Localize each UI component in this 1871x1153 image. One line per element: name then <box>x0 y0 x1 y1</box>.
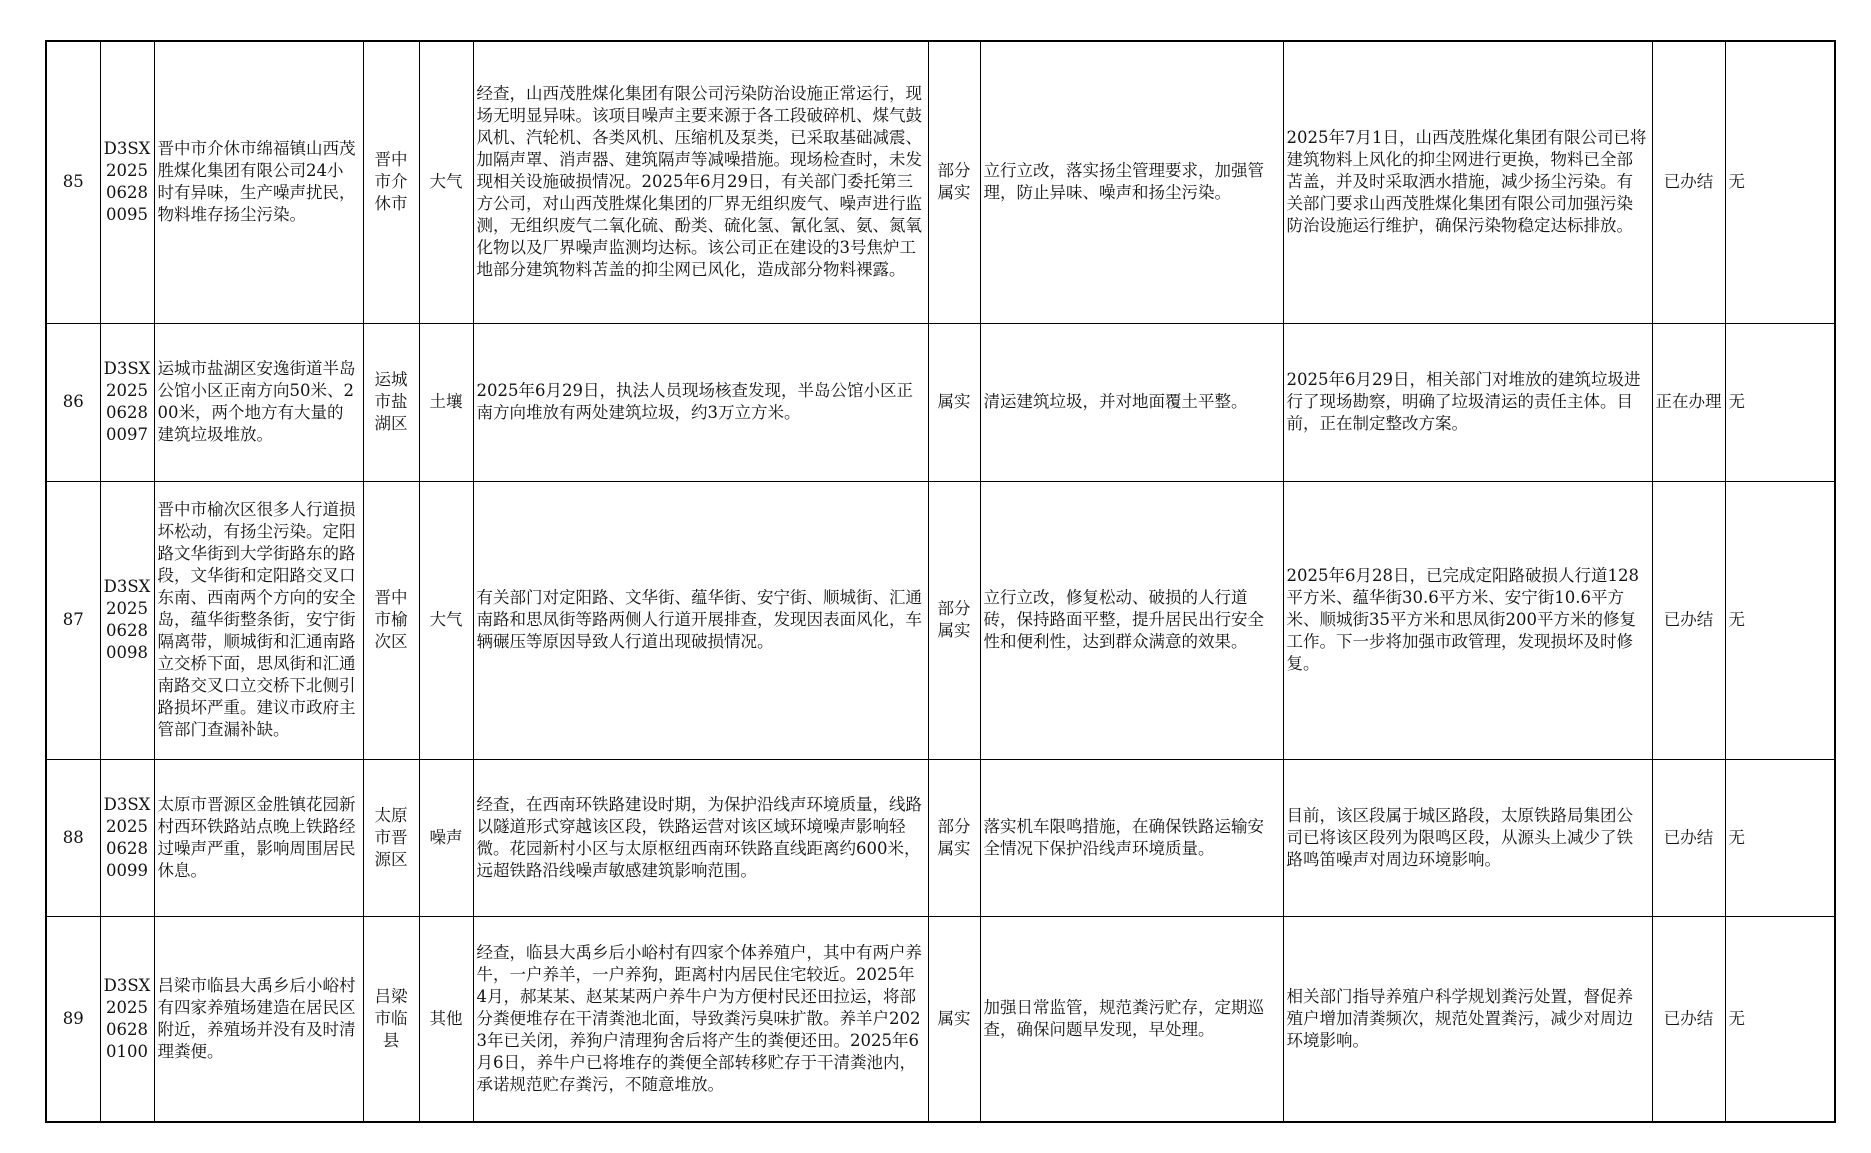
accountability: 无 <box>1725 481 1835 759</box>
case-code: D3SX202506280098 <box>100 481 154 759</box>
verdict: 部分属实 <box>928 481 980 759</box>
row-number: 86 <box>46 323 100 481</box>
investigation-text: 经查，临县大禹乡后小峪村有四家个体养殖户，其中有两户养牛，一户养羊，一户养狗，距离村内居民住宅较近。2025年4月，郝某某、赵某某两户养牛户为方便村民还田拉运，将部分粪便堆存在干清粪池北面，导致粪污臭味扩散。养羊户2023年已关闭，养狗户清理狗舍后将产生的粪便还田。2025年6月6日，养牛户已将堆存的粪便全部转移贮存于干清粪池内，承诺规范贮存粪污，不随意堆放。 <box>473 916 928 1122</box>
complaint-table <box>45 40 1836 1123</box>
area: 运城市盐湖区 <box>363 323 419 481</box>
table-row <box>46 323 1835 481</box>
pollution-type: 大气 <box>419 41 473 323</box>
pollution-type: 其他 <box>419 916 473 1122</box>
issue-text: 运城市盐湖区安逸街道半岛公馆小区正南方向50米、200米，两个地方有大量的建筑垃圾堆放。 <box>154 323 363 481</box>
status: 已办结 <box>1652 759 1725 916</box>
progress-text: 目前，该区段属于城区路段，太原铁路局集团公司已将该区段列为限鸣区段，从源头上减少了铁路鸣笛噪声对周边环境影响。 <box>1283 759 1652 916</box>
measures-text: 立行立改，修复松动、破损的人行道砖，保持路面平整，提升居民出行安全性和便利性，达到群众满意的效果。 <box>980 481 1283 759</box>
table-row <box>46 916 1835 1122</box>
verdict: 部分属实 <box>928 759 980 916</box>
status: 已办结 <box>1652 916 1725 1122</box>
issue-text: 太原市晋源区金胜镇花园新村西环铁路站点晚上铁路经过噪声严重，影响周围居民休息。 <box>154 759 363 916</box>
table-row <box>46 481 1835 759</box>
issue-text: 吕梁市临县大禹乡后小峪村有四家养殖场建造在居民区附近，养殖场并没有及时清理粪便。 <box>154 916 363 1122</box>
investigation-text: 2025年6月29日，执法人员现场核查发现，半岛公馆小区正南方向堆放有两处建筑垃圾，约3万立方米。 <box>473 323 928 481</box>
area: 晋中市介休市 <box>363 41 419 323</box>
case-code: D3SX202506280100 <box>100 916 154 1122</box>
measures-text: 加强日常监管，规范粪污贮存，定期巡查，确保问题早发现，早处理。 <box>980 916 1283 1122</box>
case-code: D3SX202506280097 <box>100 323 154 481</box>
verdict: 属实 <box>928 916 980 1122</box>
issue-text: 晋中市介休市绵福镇山西茂胜煤化集团有限公司24小时有异味，生产噪声扰民，物料堆存扬尘污染。 <box>154 41 363 323</box>
measures-text: 落实机车限鸣措施，在确保铁路运输安全情况下保护沿线声环境质量。 <box>980 759 1283 916</box>
pollution-type: 大气 <box>419 481 473 759</box>
progress-text: 2025年6月29日，相关部门对堆放的建筑垃圾进行了现场勘察，明确了垃圾清运的责任主体。目前，正在制定整改方案。 <box>1283 323 1652 481</box>
area: 吕梁市临县 <box>363 916 419 1122</box>
row-number: 89 <box>46 916 100 1122</box>
pollution-type: 土壤 <box>419 323 473 481</box>
table-row <box>46 759 1835 916</box>
case-code: D3SX202506280099 <box>100 759 154 916</box>
table-row <box>46 41 1835 323</box>
accountability: 无 <box>1725 41 1835 323</box>
status: 正在办理 <box>1652 323 1725 481</box>
area: 晋中市榆次区 <box>363 481 419 759</box>
investigation-text: 有关部门对定阳路、文华街、蕴华街、安宁街、顺城街、汇通南路和思凤街等路两侧人行道开展排查，发现因表面风化，车辆碾压等原因导致人行道出现破损情况。 <box>473 481 928 759</box>
row-number: 87 <box>46 481 100 759</box>
measures-text: 立行立改，落实扬尘管理要求，加强管理，防止异味、噪声和扬尘污染。 <box>980 41 1283 323</box>
progress-text: 2025年7月1日，山西茂胜煤化集团有限公司已将建筑物料上风化的抑尘网进行更换，物料已全部苫盖，并及时采取洒水措施，减少扬尘污染。有关部门要求山西茂胜煤化集团有限公司加强污染防治设施运行维护，确保污染物稳定达标排放。 <box>1283 41 1652 323</box>
investigation-text: 经查，山西茂胜煤化集团有限公司污染防治设施正常运行，现场无明显异味。该项目噪声主要来源于各工段破碎机、煤气鼓风机、汽轮机、各类风机、压缩机及泵类，已采取基础减震、加隔声罩、消声器、建筑隔声等减噪措施。现场检查时，未发现相关设施破损情况。2025年6月29日，有关部门委托第三方公司，对山西茂胜煤化集团的厂界无组织废气、噪声进行监测，无组织废气二氧化硫、酚类、硫化氢、氰化氢、氨、氮氧化物以及厂界噪声监测均达标。该公司正在建设的3号焦炉工地部分建筑物料苫盖的抑尘网已风化，造成部分物料裸露。 <box>473 41 928 323</box>
progress-text: 2025年6月28日，已完成定阳路破损人行道128平方米、蕴华街30.6平方米、安宁街10.6平方米、顺城街35平方米和思凤街200平方米的修复工作。下一步将加强市政管理，发现损坏及时修复。 <box>1283 481 1652 759</box>
verdict: 属实 <box>928 323 980 481</box>
issue-text: 晋中市榆次区很多人行道损坏松动，有扬尘污染。定阳路文华街到大学街路东的路段，文华街和定阳路交叉口东南、西南两个方向的安全岛，蕴华街整条街，安宁街隔离带，顺城街和汇通南路立交桥下面，思凤街和汇通南路交叉口立交桥下北侧引路损坏严重。建议市政府主管部门查漏补缺。 <box>154 481 363 759</box>
accountability: 无 <box>1725 916 1835 1122</box>
verdict: 部分属实 <box>928 41 980 323</box>
investigation-text: 经查，在西南环铁路建设时期，为保护沿线声环境质量，线路以隧道形式穿越该区段，铁路运营对该区域环境噪声影响轻微。花园新村小区与太原枢纽西南环铁路直线距离约600米，远超铁路沿线噪声敏感建筑影响范围。 <box>473 759 928 916</box>
status: 已办结 <box>1652 41 1725 323</box>
accountability: 无 <box>1725 759 1835 916</box>
status: 已办结 <box>1652 481 1725 759</box>
row-number: 88 <box>46 759 100 916</box>
area: 太原市晋源区 <box>363 759 419 916</box>
case-code: D3SX202506280095 <box>100 41 154 323</box>
row-number: 85 <box>46 41 100 323</box>
progress-text: 相关部门指导养殖户科学规划粪污处置，督促养殖户增加清粪频次，规范处置粪污，减少对周边环境影响。 <box>1283 916 1652 1122</box>
complaint-table-page <box>45 40 1834 1123</box>
measures-text: 清运建筑垃圾，并对地面覆土平整。 <box>980 323 1283 481</box>
pollution-type: 噪声 <box>419 759 473 916</box>
accountability: 无 <box>1725 323 1835 481</box>
